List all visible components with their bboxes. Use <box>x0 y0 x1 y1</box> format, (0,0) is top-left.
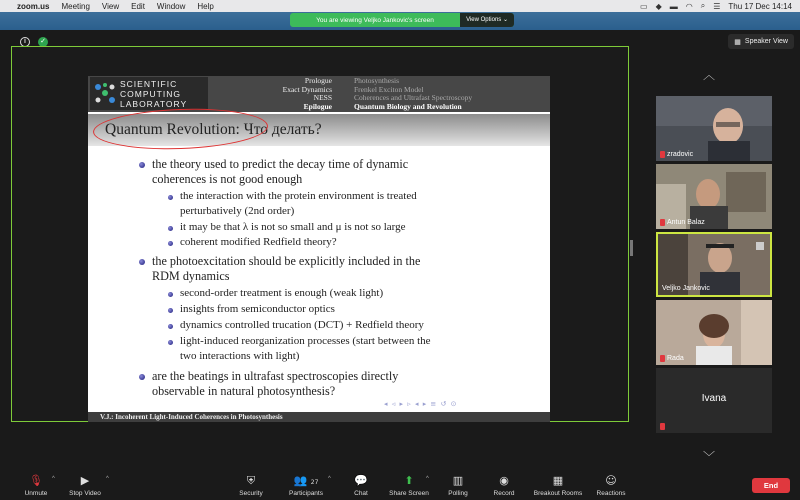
clock[interactable]: Thu 17 Dec 14:14 <box>728 1 792 11</box>
menu-help[interactable]: Help <box>197 1 214 11</box>
sub-bullet-text: dynamics controlled trucation (DCT) + Redfield theory <box>180 319 424 331</box>
bullet-icon <box>139 374 145 380</box>
bullet-text: are the beatings in ultrafast spectroscopies directly <box>152 369 399 383</box>
subsection-item: Frenkel Exciton Model <box>354 84 424 94</box>
sub-bullet-icon <box>168 324 173 329</box>
breakout-rooms-button[interactable] <box>530 474 586 497</box>
zoom-status-icon[interactable]: ▭ <box>640 1 648 11</box>
sub-bullet-icon <box>168 308 173 313</box>
stop-video-button[interactable] <box>66 474 104 497</box>
muted-mic-icon <box>660 423 665 430</box>
sub-bullet-icon <box>168 241 173 246</box>
logo-text: SCIENTIFIC <box>120 79 178 89</box>
video-camera-icon: ▶ <box>80 474 90 487</box>
menu-edit[interactable]: Edit <box>131 1 145 11</box>
bullet-text: RDM dynamics <box>152 269 230 283</box>
bullet-text: coherences is not good enough <box>152 172 303 186</box>
shield-icon: ⛨ <box>246 474 256 487</box>
participant-tile[interactable] <box>656 96 772 161</box>
unmute-label: Unmute <box>24 490 48 497</box>
menu-bar <box>0 0 800 12</box>
search-icon[interactable]: ⌕ <box>700 1 706 10</box>
section-nav <box>283 77 332 111</box>
section-item: Exact Dynamics <box>282 84 332 94</box>
menu-app[interactable]: zoom.us <box>17 1 50 11</box>
muted-mic-icon <box>660 151 665 158</box>
panel-resize-handle[interactable] <box>630 240 633 256</box>
muted-mic-icon <box>660 355 665 362</box>
microphone-muted-icon: 🎙 <box>29 474 43 487</box>
record-label: Record <box>493 490 515 497</box>
unmute-button[interactable] <box>20 474 52 497</box>
muted-mic-icon <box>660 219 665 226</box>
presentation-slide <box>88 76 550 412</box>
sub-bullet-text: coherent modified Redfield theory? <box>180 236 337 248</box>
participant-tile[interactable] <box>656 300 772 365</box>
security-button[interactable] <box>234 474 268 497</box>
share-screen-label: Share Screen <box>389 490 429 497</box>
chevron-up-icon[interactable]: ︿ <box>703 68 716 82</box>
bullet-text: observable in natural photosynthesis? <box>152 384 336 398</box>
smiley-icon: ☺ <box>605 474 617 487</box>
bullet-text: the theory used to predict the decay time of dynamic <box>152 157 409 171</box>
sub-bullet-text: second-order treatment is enough (weak light) <box>180 287 384 299</box>
section-item: NESS <box>313 93 332 102</box>
lab-logo <box>90 77 208 110</box>
participants-icon: 👥 27 <box>293 474 319 487</box>
sub-bullet-icon <box>168 292 173 297</box>
speaker-view-label: Speaker View <box>744 38 788 45</box>
bullet-icon <box>139 259 145 265</box>
banner-text: You are viewing Veljko Jankovic's screen <box>316 16 434 24</box>
chevron-down-icon[interactable]: ﹀ <box>703 450 716 464</box>
encryption-shield-icon[interactable]: ✓ <box>38 37 48 47</box>
sub-bullet-text: perturbatively (2nd order) <box>180 205 295 217</box>
meeting-toolbar <box>0 470 800 500</box>
record-icon: ◉ <box>499 474 509 487</box>
beamer-nav-icons[interactable]: ◂ ◃ ▸ ▹ ◂ ▸ ≡ ↺ ⊙ <box>384 400 458 408</box>
share-screen-icon: ⬆ <box>404 474 414 487</box>
participant-name: Rada <box>667 355 684 362</box>
breakout-rooms-label: Breakout Rooms <box>533 490 583 497</box>
battery-icon[interactable]: ▬ <box>669 1 678 11</box>
logo-text: COMPUTING <box>120 89 181 99</box>
record-button[interactable] <box>490 474 518 497</box>
slide-title: Quantum Revolution: Что делать? <box>105 121 322 138</box>
chat-bubble-icon: 💬 <box>354 474 368 487</box>
logo-mark-icon <box>93 81 117 106</box>
speaker-view-button[interactable] <box>728 34 794 49</box>
bullet-icon <box>139 162 145 168</box>
bar-chart-icon: ▥ <box>452 474 464 487</box>
sub-bullet-text: two interactions with light) <box>180 350 300 362</box>
video-options-caret-icon[interactable]: ^ <box>106 476 109 482</box>
participant-tile-active-speaker[interactable] <box>656 232 772 297</box>
sub-bullet-icon <box>168 226 173 231</box>
participant-tile[interactable] <box>656 164 772 229</box>
security-label: Security <box>239 490 263 497</box>
grid-icon: ▦ <box>734 38 741 46</box>
info-icon[interactable]: i <box>20 37 30 47</box>
sub-bullet-text: light-induced reorganization processes (start between the <box>180 335 431 347</box>
polling-button[interactable] <box>444 474 472 497</box>
participant-name: zradovic <box>667 151 694 158</box>
chat-label: Chat <box>354 490 368 497</box>
subsection-item: Coherences and Ultrafast Spectroscopy <box>354 93 473 102</box>
section-item-current: Epilogue <box>303 101 332 111</box>
subsection-nav <box>354 77 472 111</box>
sub-bullet-text: insights from semiconductor optics <box>180 303 335 315</box>
stop-video-label: Stop Video <box>69 490 101 497</box>
sub-bullet-icon <box>168 195 173 200</box>
participant-name: Veljko Jankovic <box>662 285 710 292</box>
sub-bullet-text: the interaction with the protein environment is treated <box>180 190 417 202</box>
menu-meeting[interactable]: Meeting <box>61 1 90 11</box>
participant-tile[interactable] <box>656 368 772 433</box>
participant-name: Ivana <box>701 393 727 404</box>
screen-share-banner <box>290 13 514 27</box>
control-center-icon[interactable]: ☰ <box>713 1 721 11</box>
slide-footer: V.J.: Incoherent Light-Induced Coherences in Photosynthesis <box>88 412 550 422</box>
chat-button[interactable] <box>348 474 374 497</box>
breakout-rooms-icon: ▦ <box>552 474 564 487</box>
end-meeting-button[interactable]: End <box>752 478 790 493</box>
sub-bullet-icon <box>168 340 173 345</box>
reactions-button[interactable] <box>594 474 628 497</box>
participants-button[interactable] <box>284 474 328 497</box>
polling-label: Polling <box>448 490 468 497</box>
participant-name: Antun Balaz <box>667 219 705 226</box>
bullet-text: the photoexcitation should be explicitly included in the <box>152 254 421 268</box>
share-caret-icon[interactable]: ^ <box>426 476 429 482</box>
subsection-item-current: Quantum Biology and Revolution <box>354 101 462 111</box>
audio-options-caret-icon[interactable]: ^ <box>52 476 55 482</box>
subsection-item: Photosynthesis <box>354 76 400 85</box>
menu-view[interactable]: View <box>101 1 120 11</box>
participant-count: 27 <box>310 479 319 486</box>
participants-label: Participants <box>289 490 323 497</box>
menu-window[interactable]: Window <box>156 1 186 11</box>
dropbox-icon[interactable]: ◆ <box>655 1 662 11</box>
logo-text: LABORATORY <box>120 99 188 109</box>
view-options-button[interactable]: View Options ⌄ <box>460 13 514 27</box>
reactions-label: Reactions <box>596 490 626 497</box>
sub-bullet-text: it may be that λ is not so small and μ is not so large <box>180 221 406 233</box>
section-item: Prologue <box>304 76 332 85</box>
participants-caret-icon[interactable]: ^ <box>328 476 331 482</box>
wifi-icon[interactable]: ◠ <box>685 1 693 11</box>
slide-header <box>88 76 550 112</box>
